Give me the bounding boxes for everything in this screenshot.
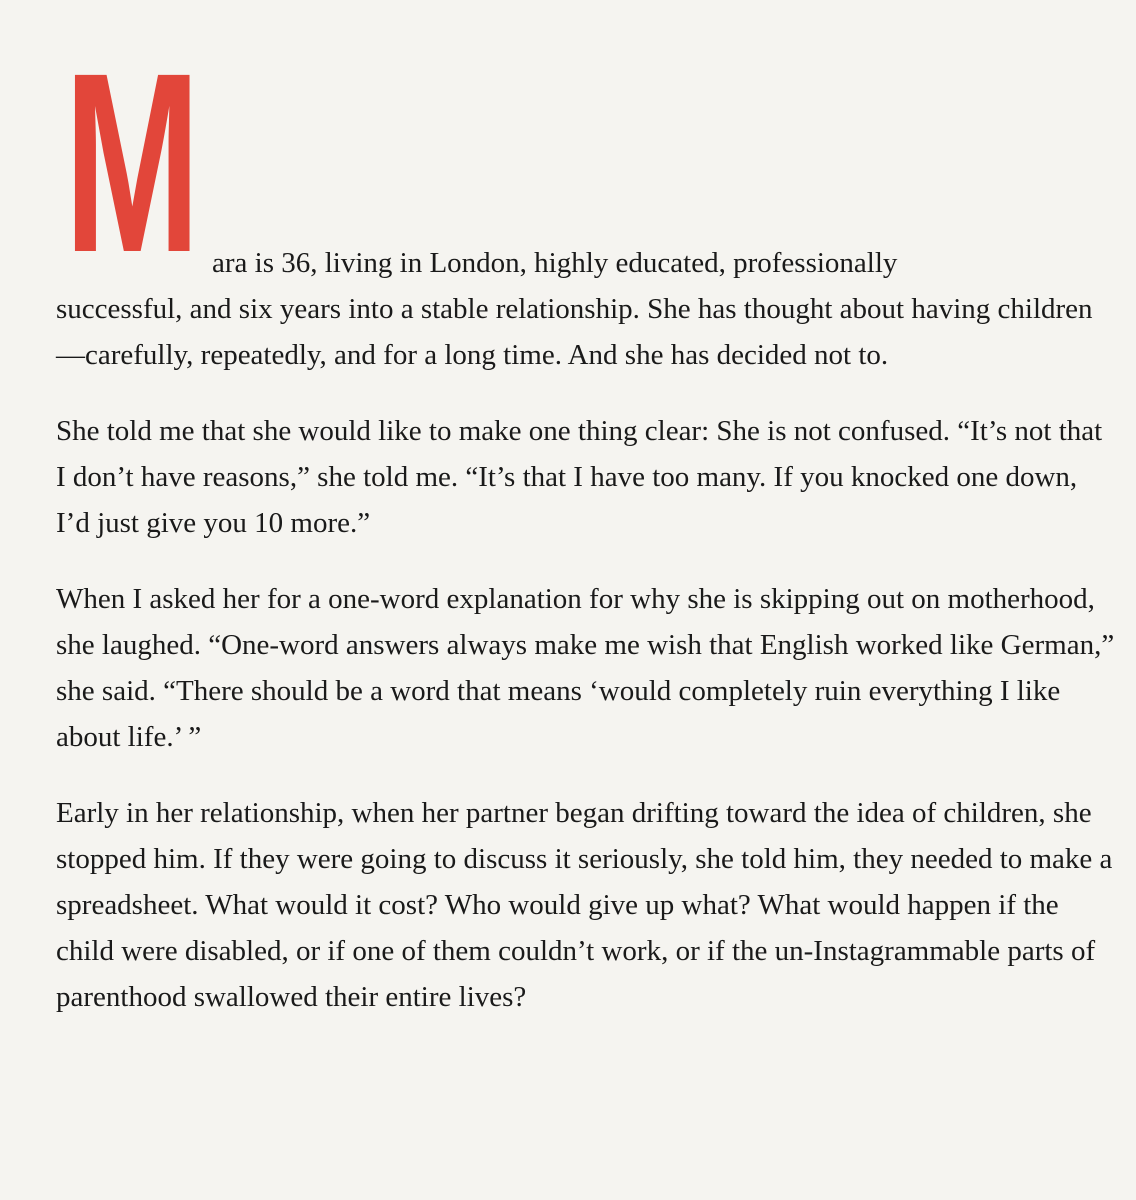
lead-paragraph [56,20,1116,378]
lead-first-line: ara is 36, living in London, highly educated, professionally [212,247,898,279]
paragraph-one-word: When I asked her for a one-word explanation for why she is skipping out on motherhood, she laughed. “One-word answers always make me wish that English worked like German,” she said. “There should be a word that means ‘would completely ruin everything I like about life.’ ” [56,583,1115,753]
article-body [56,20,1116,1050]
drop-cap: M [64,20,200,306]
paragraph-clarity: She told me that she would like to make one thing clear: She is not confused. “It’s not that I don’t have reasons,” she told me. “It’s that I have too many. If you knocked one down, I’d just give you 10 more.” [56,415,1103,539]
lead-rest: successful, and six years into a stable relationship. She has thought about having children—carefully, repeatedly, and for a long time. And she has decided not to. [56,293,1093,371]
paragraph-spreadsheet: Early in her relationship, when her partner began drifting toward the idea of children, she stopped him. If they were going to discuss it seriously, she told him, they needed to make a spreadsheet. What would it cost? Who would give up what? What would happen if the child were disabled, or if one of them couldn’t work, or if the un-Instagrammable parts of parenthood swallowed their entire lives? [56,797,1113,1013]
